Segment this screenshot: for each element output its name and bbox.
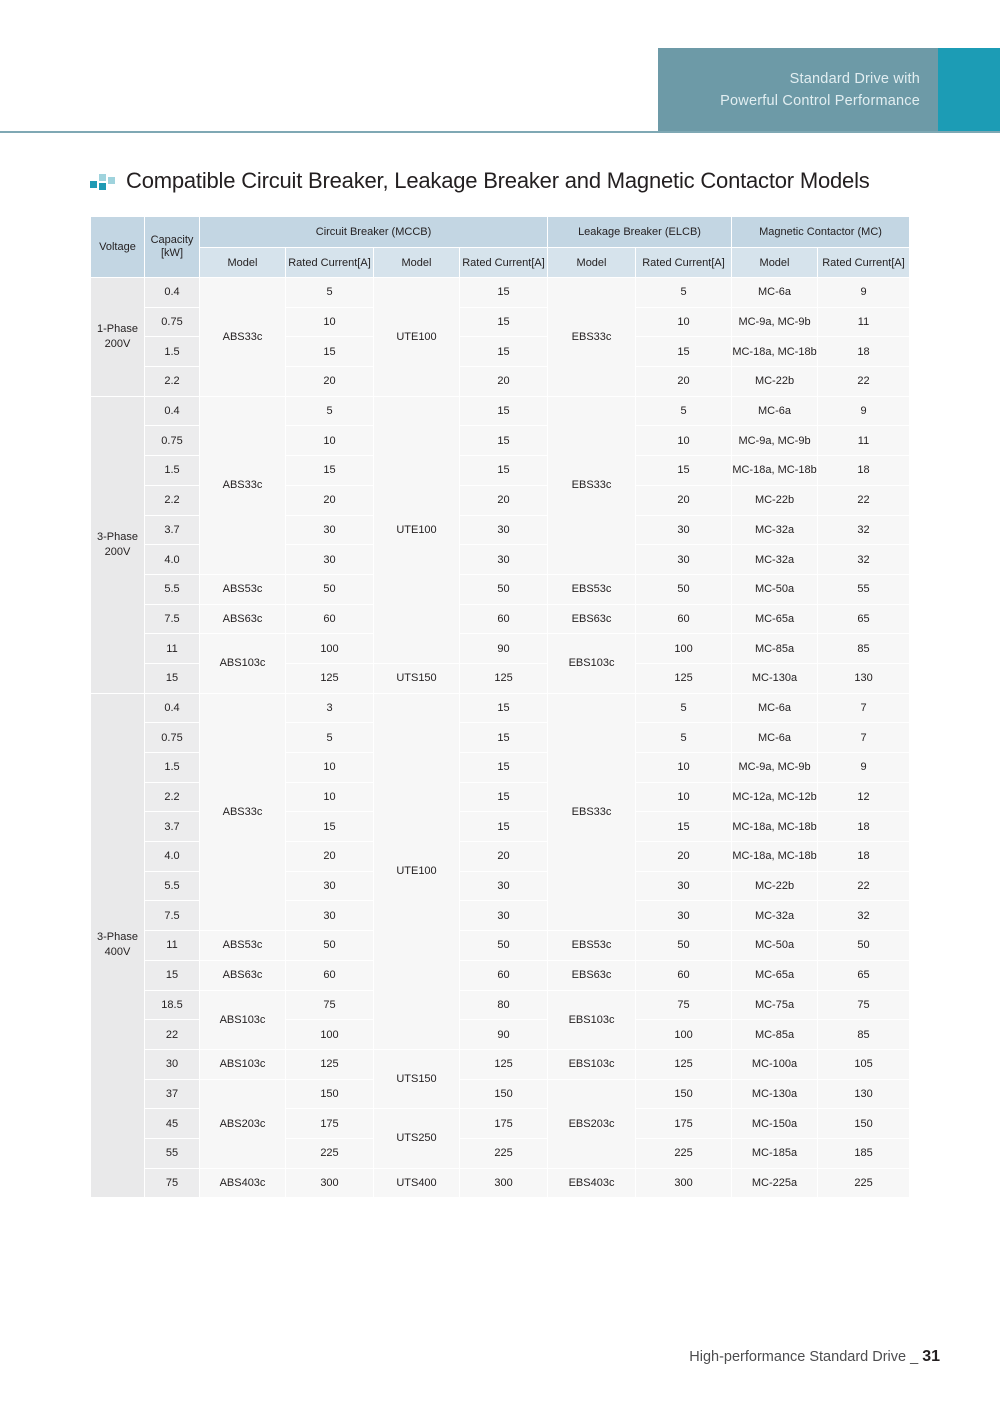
mc-rated-current-cell: 225: [818, 1168, 910, 1198]
voltage-line1: 3-Phase: [97, 530, 138, 543]
capacity-cell: 37: [145, 1079, 200, 1109]
mccb-model2-cell: UTE100: [374, 396, 460, 663]
mccb-rated-current2-cell: 20: [460, 367, 548, 397]
mccb-rated-current2-cell: 300: [460, 1168, 548, 1198]
table-row: [91, 1049, 910, 1079]
mccb-rated-current2-cell: 60: [460, 604, 548, 634]
capacity-cell: 0.75: [145, 426, 200, 456]
elcb-rated-current-cell: 175: [636, 1109, 732, 1139]
mc-rated-current-cell: 22: [818, 367, 910, 397]
table-head: [91, 217, 910, 278]
section-title-row: [90, 168, 870, 194]
mc-model-cell: MC-12a, MC-12b: [732, 782, 818, 812]
header-mccb-model-2: Model: [374, 248, 460, 278]
mc-rated-current-cell: 130: [818, 1079, 910, 1109]
mc-rated-current-cell: 7: [818, 723, 910, 753]
elcb-rated-current-cell: 125: [636, 1049, 732, 1079]
mccb-rated-current-cell: 15: [286, 812, 374, 842]
mc-model-cell: MC-185a: [732, 1138, 818, 1168]
capacity-cell: 11: [145, 634, 200, 664]
elcb-rated-current-cell: 50: [636, 931, 732, 961]
mc-model-cell: MC-85a: [732, 1020, 818, 1050]
header-capacity: [145, 217, 200, 278]
mccb-model-cell: ABS53c: [200, 574, 286, 604]
mccb-rated-current-cell: 10: [286, 426, 374, 456]
page-footer: [0, 1348, 940, 1366]
mc-model-cell: MC-75a: [732, 990, 818, 1020]
mccb-rated-current2-cell: 50: [460, 931, 548, 961]
mccb-rated-current-cell: 20: [286, 485, 374, 515]
mccb-rated-current-cell: 300: [286, 1168, 374, 1198]
mccb-rated-current-cell: 50: [286, 931, 374, 961]
elcb-model-cell: EBS103c: [548, 634, 636, 693]
mccb-rated-current-cell: 150: [286, 1079, 374, 1109]
capacity-cell: 11: [145, 931, 200, 961]
elcb-rated-current-cell: 100: [636, 1020, 732, 1050]
mccb-rated-current-cell: 100: [286, 634, 374, 664]
mccb-rated-current2-cell: 20: [460, 485, 548, 515]
mccb-rated-current2-cell: 90: [460, 1020, 548, 1050]
elcb-rated-current-cell: 10: [636, 753, 732, 783]
capacity-cell: 22: [145, 1020, 200, 1050]
elcb-rated-current-cell: 15: [636, 812, 732, 842]
voltage-line2: 400V: [104, 946, 131, 959]
capacity-cell: 1.5: [145, 456, 200, 486]
capacity-cell: 0.75: [145, 307, 200, 337]
mccb-model2-cell: UTS150: [374, 663, 460, 693]
mccb-rated-current2-cell: 15: [460, 426, 548, 456]
mccb-rated-current2-cell: 125: [460, 663, 548, 693]
mccb-rated-current2-cell: 30: [460, 515, 548, 545]
mc-rated-current-cell: 11: [818, 426, 910, 456]
mc-rated-current-cell: 85: [818, 634, 910, 664]
voltage-cell: [91, 396, 145, 693]
mccb-rated-current2-cell: 80: [460, 990, 548, 1020]
mccb-rated-current-cell: 30: [286, 545, 374, 575]
elcb-rated-current-cell: 150: [636, 1079, 732, 1109]
elcb-model-cell: EBS103c: [548, 1049, 636, 1079]
mccb-rated-current-cell: 30: [286, 871, 374, 901]
mccb-model-cell: ABS63c: [200, 604, 286, 634]
header-accent-band: [938, 48, 1000, 132]
header-mccb: Circuit Breaker (MCCB): [200, 217, 548, 248]
mc-model-cell: MC-22b: [732, 871, 818, 901]
mc-model-cell: MC-18a, MC-18b: [732, 337, 818, 367]
mc-model-cell: MC-6a: [732, 723, 818, 753]
table-row: [91, 604, 910, 634]
capacity-cell: 55: [145, 1138, 200, 1168]
table-header-row-sub: [91, 248, 910, 278]
mccb-rated-current2-cell: 30: [460, 545, 548, 575]
mccb-rated-current-cell: 5: [286, 723, 374, 753]
capacity-cell: 4.0: [145, 842, 200, 872]
mc-model-cell: MC-9a, MC-9b: [732, 426, 818, 456]
mccb-rated-current2-cell: 30: [460, 871, 548, 901]
mc-rated-current-cell: 32: [818, 515, 910, 545]
elcb-model-cell: EBS63c: [548, 604, 636, 634]
header-mccb-rated: Rated Current[A]: [286, 248, 374, 278]
header-voltage: Voltage: [91, 217, 145, 278]
capacity-cell: 15: [145, 663, 200, 693]
mccb-model-cell: ABS63c: [200, 960, 286, 990]
mccb-model-cell: ABS103c: [200, 990, 286, 1049]
mccb-rated-current-cell: 100: [286, 1020, 374, 1050]
capacity-cell: 0.75: [145, 723, 200, 753]
mc-model-cell: MC-9a, MC-9b: [732, 753, 818, 783]
elcb-model-cell: EBS53c: [548, 931, 636, 961]
elcb-model-cell: EBS53c: [548, 574, 636, 604]
mccb-rated-current2-cell: 225: [460, 1138, 548, 1168]
table-row: [91, 574, 910, 604]
mccb-model-cell: ABS33c: [200, 693, 286, 931]
mc-rated-current-cell: 9: [818, 278, 910, 308]
capacity-cell: 4.0: [145, 545, 200, 575]
table-row: [91, 960, 910, 990]
elcb-model-cell: EBS203c: [548, 1079, 636, 1168]
table-row: [91, 1168, 910, 1198]
mccb-model-cell: ABS53c: [200, 931, 286, 961]
header-mc: Magnetic Contactor (MC): [732, 217, 910, 248]
mccb-rated-current-cell: 30: [286, 515, 374, 545]
mccb-rated-current-cell: 15: [286, 337, 374, 367]
elcb-model-cell: EBS33c: [548, 278, 636, 397]
table-header-row-top: [91, 217, 910, 248]
mc-model-cell: MC-130a: [732, 1079, 818, 1109]
mc-rated-current-cell: 18: [818, 337, 910, 367]
mccb-rated-current2-cell: 150: [460, 1079, 548, 1109]
header-caption-line2: Powerful Control Performance: [720, 93, 920, 109]
mccb-rated-current-cell: 175: [286, 1109, 374, 1139]
elcb-model-cell: EBS103c: [548, 990, 636, 1049]
mc-model-cell: MC-150a: [732, 1109, 818, 1139]
capacity-cell: 5.5: [145, 574, 200, 604]
elcb-rated-current-cell: 30: [636, 901, 732, 931]
mccb-rated-current-cell: 125: [286, 663, 374, 693]
mccb-model-cell: ABS203c: [200, 1079, 286, 1168]
capacity-cell: 5.5: [145, 871, 200, 901]
capacity-cell: 7.5: [145, 901, 200, 931]
mccb-model-cell: ABS33c: [200, 396, 286, 574]
header-capacity-line1: Capacity: [150, 234, 194, 246]
mccb-model-cell: ABS403c: [200, 1168, 286, 1198]
mccb-model2-cell: UTS250: [374, 1109, 460, 1168]
mccb-model2-cell: UTS400: [374, 1168, 460, 1198]
mc-rated-current-cell: 65: [818, 604, 910, 634]
mc-model-cell: MC-6a: [732, 396, 818, 426]
mccb-rated-current-cell: 10: [286, 307, 374, 337]
mccb-rated-current2-cell: 15: [460, 693, 548, 723]
mc-model-cell: MC-32a: [732, 545, 818, 575]
capacity-cell: 75: [145, 1168, 200, 1198]
mc-rated-current-cell: 50: [818, 931, 910, 961]
mccb-rated-current2-cell: 60: [460, 960, 548, 990]
mccb-model-cell: ABS103c: [200, 634, 286, 693]
header-mc-rated: Rated Current[A]: [818, 248, 910, 278]
elcb-rated-current-cell: 75: [636, 990, 732, 1020]
elcb-model-cell: EBS33c: [548, 396, 636, 574]
header-elcb-model: Model: [548, 248, 636, 278]
mc-rated-current-cell: 7: [818, 693, 910, 723]
mccb-rated-current-cell: 20: [286, 842, 374, 872]
header-caption-line1: Standard Drive with: [789, 71, 920, 87]
mc-model-cell: MC-65a: [732, 604, 818, 634]
header-mccb-rated-2: Rated Current[A]: [460, 248, 548, 278]
header-capacity-line2: [kW]: [161, 247, 183, 259]
mccb-rated-current2-cell: 15: [460, 396, 548, 426]
mccb-rated-current-cell: 10: [286, 782, 374, 812]
mccb-rated-current2-cell: 15: [460, 307, 548, 337]
elcb-rated-current-cell: 5: [636, 693, 732, 723]
page-title: Compatible Circuit Breaker, Leakage Breaker and Magnetic Contactor Models: [126, 168, 870, 193]
elcb-model-cell: EBS63c: [548, 960, 636, 990]
mc-model-cell: MC-65a: [732, 960, 818, 990]
elcb-rated-current-cell: 300: [636, 1168, 732, 1198]
page-header: [0, 0, 1000, 132]
mc-rated-current-cell: 65: [818, 960, 910, 990]
mccb-rated-current-cell: 50: [286, 574, 374, 604]
compatibility-table: [90, 216, 910, 1198]
elcb-rated-current-cell: 30: [636, 871, 732, 901]
mc-rated-current-cell: 9: [818, 396, 910, 426]
capacity-cell: 2.2: [145, 367, 200, 397]
voltage-line2: 200V: [104, 337, 131, 350]
mccb-model2-cell: UTE100: [374, 278, 460, 397]
table-row: [91, 396, 910, 426]
elcb-rated-current-cell: 15: [636, 456, 732, 486]
capacity-cell: 0.4: [145, 693, 200, 723]
mc-model-cell: MC-130a: [732, 663, 818, 693]
elcb-rated-current-cell: 60: [636, 604, 732, 634]
elcb-rated-current-cell: 10: [636, 426, 732, 456]
voltage-line2: 200V: [104, 545, 131, 558]
mccb-rated-current2-cell: 15: [460, 723, 548, 753]
mc-model-cell: MC-18a, MC-18b: [732, 842, 818, 872]
mc-rated-current-cell: 75: [818, 990, 910, 1020]
elcb-rated-current-cell: 125: [636, 663, 732, 693]
mccb-rated-current-cell: 60: [286, 604, 374, 634]
mccb-rated-current-cell: 225: [286, 1138, 374, 1168]
mc-model-cell: MC-32a: [732, 901, 818, 931]
mccb-rated-current-cell: 60: [286, 960, 374, 990]
mccb-model-cell: ABS103c: [200, 1049, 286, 1079]
elcb-model-cell: EBS33c: [548, 693, 636, 931]
elcb-rated-current-cell: 50: [636, 574, 732, 604]
mccb-rated-current-cell: 5: [286, 278, 374, 308]
capacity-cell: 1.5: [145, 753, 200, 783]
mc-rated-current-cell: 22: [818, 871, 910, 901]
mccb-rated-current2-cell: 125: [460, 1049, 548, 1079]
mccb-rated-current2-cell: 15: [460, 812, 548, 842]
mc-rated-current-cell: 12: [818, 782, 910, 812]
elcb-rated-current-cell: 20: [636, 485, 732, 515]
elcb-rated-current-cell: 5: [636, 278, 732, 308]
voltage-cell: [91, 693, 145, 1198]
mccb-rated-current-cell: 15: [286, 456, 374, 486]
mc-rated-current-cell: 9: [818, 753, 910, 783]
mc-rated-current-cell: 185: [818, 1138, 910, 1168]
mc-rated-current-cell: 105: [818, 1049, 910, 1079]
header-mc-model: Model: [732, 248, 818, 278]
elcb-rated-current-cell: 100: [636, 634, 732, 664]
elcb-rated-current-cell: 10: [636, 782, 732, 812]
elcb-rated-current-cell: 5: [636, 723, 732, 753]
capacity-cell: 1.5: [145, 337, 200, 367]
table-row: [91, 1079, 910, 1109]
page-number: 31: [922, 1348, 940, 1365]
capacity-cell: 30: [145, 1049, 200, 1079]
capacity-cell: 7.5: [145, 604, 200, 634]
mccb-rated-current2-cell: 20: [460, 842, 548, 872]
header-rule: [0, 131, 1000, 133]
mc-rated-current-cell: 18: [818, 812, 910, 842]
header-mccb-model: Model: [200, 248, 286, 278]
mc-model-cell: MC-85a: [732, 634, 818, 664]
voltage-line1: 1-Phase: [97, 322, 138, 335]
mc-rated-current-cell: 32: [818, 545, 910, 575]
mc-model-cell: MC-22b: [732, 485, 818, 515]
table-row: [91, 990, 910, 1020]
mccb-rated-current-cell: 30: [286, 901, 374, 931]
mccb-rated-current2-cell: 15: [460, 456, 548, 486]
mccb-model-cell: ABS33c: [200, 278, 286, 397]
mccb-rated-current2-cell: 50: [460, 574, 548, 604]
mc-rated-current-cell: 32: [818, 901, 910, 931]
capacity-cell: 0.4: [145, 396, 200, 426]
capacity-cell: 0.4: [145, 278, 200, 308]
capacity-cell: 2.2: [145, 485, 200, 515]
mccb-rated-current2-cell: 15: [460, 753, 548, 783]
mc-model-cell: MC-32a: [732, 515, 818, 545]
header-caption: [658, 68, 920, 112]
mc-rated-current-cell: 11: [818, 307, 910, 337]
mc-model-cell: MC-9a, MC-9b: [732, 307, 818, 337]
mccb-rated-current2-cell: 15: [460, 782, 548, 812]
table-row: [91, 278, 910, 308]
elcb-rated-current-cell: 10: [636, 307, 732, 337]
mc-model-cell: MC-225a: [732, 1168, 818, 1198]
mc-model-cell: MC-100a: [732, 1049, 818, 1079]
mccb-rated-current2-cell: 15: [460, 278, 548, 308]
capacity-cell: 15: [145, 960, 200, 990]
mccb-rated-current-cell: 20: [286, 367, 374, 397]
mccb-rated-current-cell: 5: [286, 396, 374, 426]
header-elcb-rated: Rated Current[A]: [636, 248, 732, 278]
table-row: [91, 931, 910, 961]
elcb-rated-current-cell: 5: [636, 396, 732, 426]
elcb-rated-current-cell: 20: [636, 367, 732, 397]
mccb-rated-current2-cell: 15: [460, 337, 548, 367]
mccb-model2-cell: UTS150: [374, 1049, 460, 1108]
elcb-rated-current-cell: 225: [636, 1138, 732, 1168]
capacity-cell: 2.2: [145, 782, 200, 812]
mccb-rated-current2-cell: 175: [460, 1109, 548, 1139]
mc-rated-current-cell: 150: [818, 1109, 910, 1139]
mc-model-cell: MC-22b: [732, 367, 818, 397]
table-row: [91, 693, 910, 723]
elcb-rated-current-cell: 60: [636, 960, 732, 990]
mc-rated-current-cell: 18: [818, 456, 910, 486]
mc-model-cell: MC-6a: [732, 278, 818, 308]
voltage-line1: 3-Phase: [97, 931, 138, 944]
header-elcb: Leakage Breaker (ELCB): [548, 217, 732, 248]
mc-rated-current-cell: 55: [818, 574, 910, 604]
capacity-cell: 3.7: [145, 515, 200, 545]
mc-model-cell: MC-50a: [732, 931, 818, 961]
elcb-rated-current-cell: 30: [636, 545, 732, 575]
mccb-rated-current-cell: 3: [286, 693, 374, 723]
table-body: [91, 278, 910, 1198]
mccb-rated-current2-cell: 90: [460, 634, 548, 664]
mc-rated-current-cell: 85: [818, 1020, 910, 1050]
mccb-rated-current2-cell: 30: [460, 901, 548, 931]
mccb-rated-current-cell: 75: [286, 990, 374, 1020]
mc-model-cell: MC-18a, MC-18b: [732, 456, 818, 486]
capacity-cell: 45: [145, 1109, 200, 1139]
capacity-cell: 3.7: [145, 812, 200, 842]
footer-text: High-performance Standard Drive _: [689, 1349, 923, 1365]
mc-rated-current-cell: 18: [818, 842, 910, 872]
squares-bullet-icon: [90, 171, 116, 191]
elcb-rated-current-cell: 15: [636, 337, 732, 367]
mc-model-cell: MC-50a: [732, 574, 818, 604]
mc-rated-current-cell: 22: [818, 485, 910, 515]
mc-model-cell: MC-6a: [732, 693, 818, 723]
mc-model-cell: MC-18a, MC-18b: [732, 812, 818, 842]
elcb-model-cell: EBS403c: [548, 1168, 636, 1198]
mccb-rated-current-cell: 125: [286, 1049, 374, 1079]
mc-rated-current-cell: 130: [818, 663, 910, 693]
voltage-cell: [91, 278, 145, 397]
capacity-cell: 18.5: [145, 990, 200, 1020]
table-row: [91, 634, 910, 664]
elcb-rated-current-cell: 20: [636, 842, 732, 872]
mccb-rated-current-cell: 10: [286, 753, 374, 783]
elcb-rated-current-cell: 30: [636, 515, 732, 545]
mccb-model2-cell: UTE100: [374, 693, 460, 1049]
